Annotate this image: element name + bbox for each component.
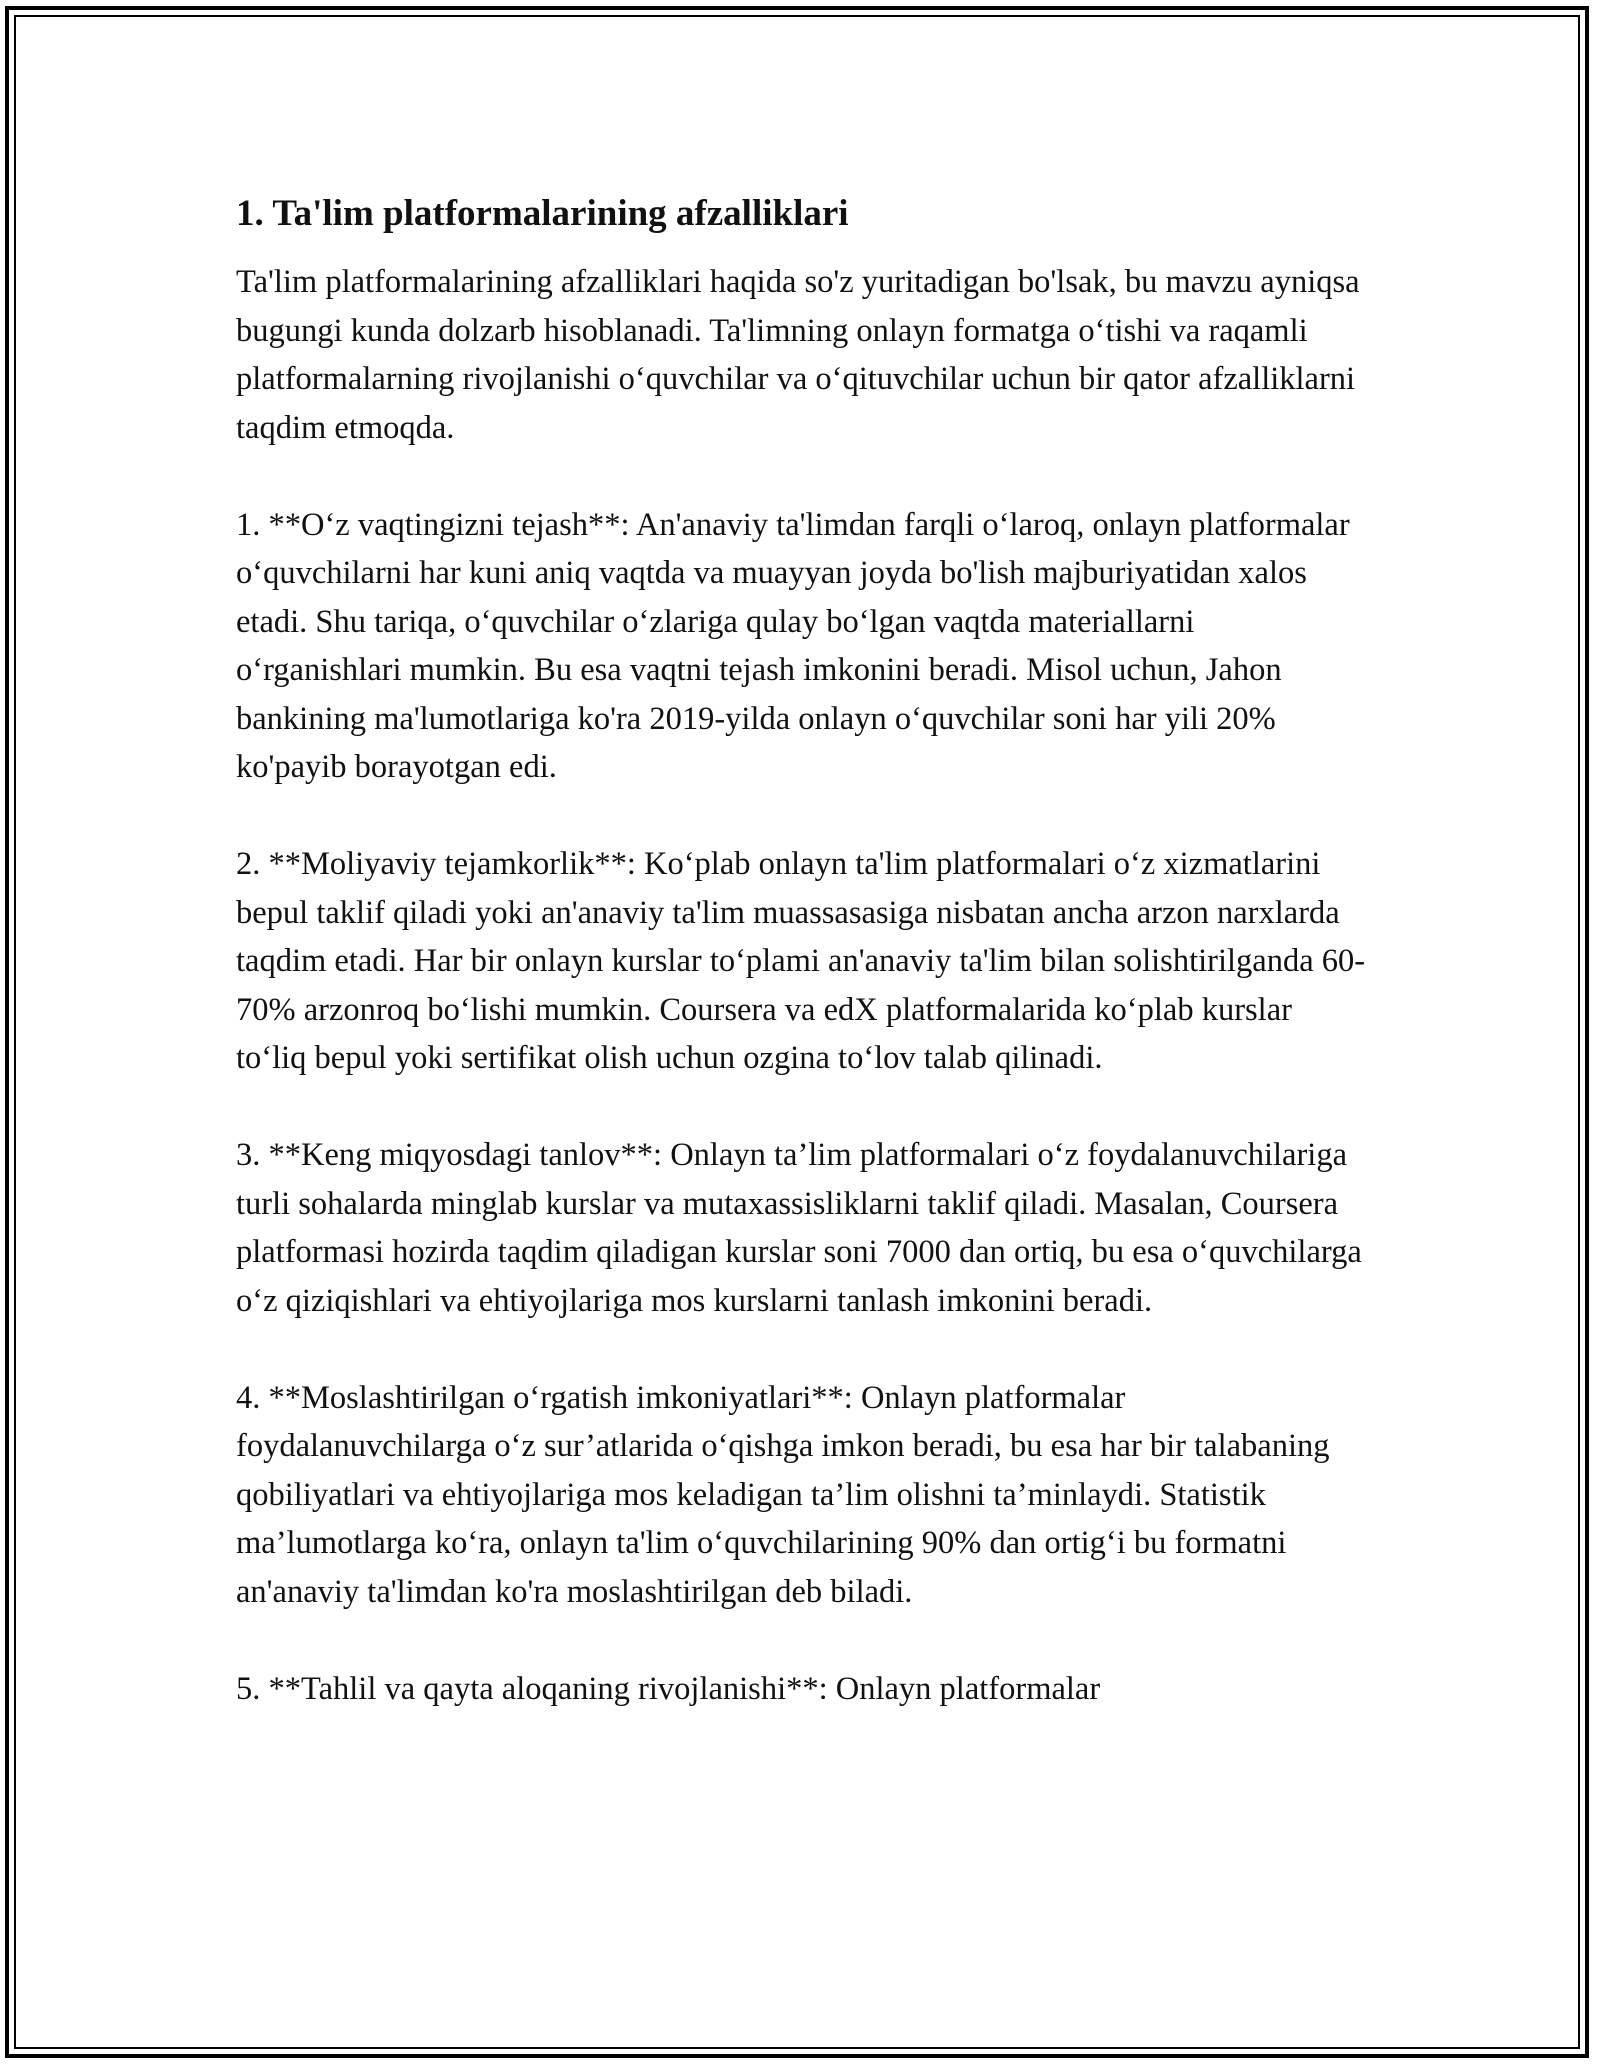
paragraph-analytics-feedback: 5. **Tahlil va qayta aloqaning rivojlanishi**: Onlayn platformalar xyxy=(236,1670,1101,1707)
paragraph-time-saving: 1. **O‘z vaqtingizni tejash**: An'anaviy ta'limdan farqli o‘laroq, onlayn platformalar o‘quvchilarni har kuni aniq vaqtda va muayyan joyda bo'lish majburiyatidan xalos etadi. Shu tariqa, o‘quvchilar o‘zlariga qulay bo‘lgan vaqtda materiallarni o‘rganishlari mumkin. Bu esa vaqtni tejash imkonini beradi. Misol uchun, Jahon bankining ma'lumotlariga ko'ra 2019-yilda onlayn o‘quvchilar soni har yili 20% ko'payib borayotgan edi. xyxy=(236,506,1350,785)
paragraph-adaptive-learning: 4. **Moslashtirilgan o‘rgatish imkoniyatlari**: Onlayn platformalar foydalanuvchilarga o‘z sur’atlarida o‘qishga imkon beradi, bu esa har bir talabaning qobiliyatlari va ehtiyojlariga mos keladigan ta’lim olishni ta’minlaydi. Statistik ma’lumotlarga ko‘ra, onlayn ta'lim o‘quvchilarining 90% dan ortig‘i bu formatni an'anaviy ta'limdan ko'ra moslashtirilgan deb biladi. xyxy=(236,1379,1330,1610)
paragraph-financial-savings: 2. **Moliyaviy tejamkorlik**: Ko‘plab onlayn ta'lim platformalari o‘z xizmatlarini bepul taklif qiladi yoki an'anaviy ta'lim muassasasiga nisbatan ancha arzon narxlarda taqdim etadi. Har bir onlayn kurslar to‘plami an'anaviy ta'lim bilan solishtirilganda 60-70% arzonroq bo‘lishi mumkin. Coursera va edX platformalarida ko‘plab kurslar to‘liq bepul yoki sertifikat olish uchun ozgina to‘lov talab qilinadi. xyxy=(236,846,1366,1076)
intro-paragraph: Ta'lim platformalarining afzalliklari haqida so'z yuritadigan bo'lsak, bu mavzu ayniqsa bugungi kunda dolzarb hisoblanadi. Ta'limning onlayn formatga o‘tishi va raqamli platformalarning rivojlanishi o‘quvchilar va o‘qituvchilar uchun bir qator afzalliklarni taqdim etmoqda. xyxy=(236,264,1360,446)
document-body xyxy=(236,188,1366,1713)
paragraph-wide-choice: 3. **Keng miqyosdagi tanlov**: Onlayn ta’lim platformalari o‘z foydalanuvchilariga turli sohalarda minglab kurslar va mutaxassisliklarni taklif qiladi. Masalan, Coursera platformasi hozirda taqdim qiladigan kurslar soni 7000 dan ortiq, bu esa o‘quvchilarga o‘z qiziqishlari va ehtiyojlariga mos kurslarni tanlash imkonini beradi. xyxy=(236,1137,1362,1319)
section-heading: 1. Ta'lim platformalarining afzalliklari xyxy=(236,193,849,234)
